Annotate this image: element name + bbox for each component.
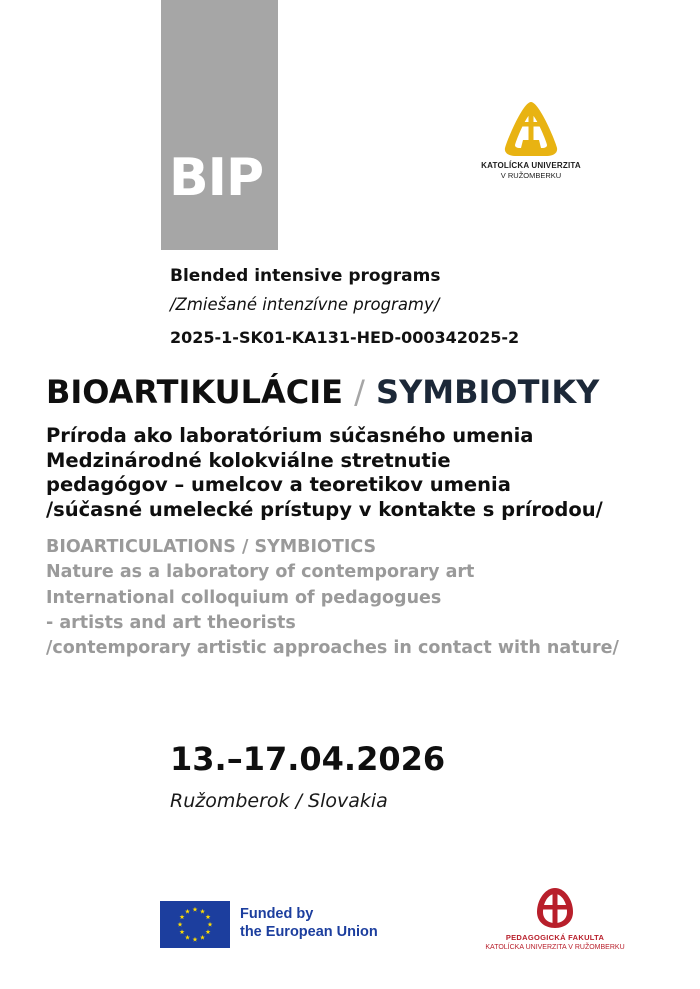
university-logo (475, 100, 587, 190)
slovak-description (46, 424, 603, 522)
program-title: Blended intensive programs (170, 266, 441, 286)
eu-star (193, 937, 198, 942)
eu-star (185, 935, 190, 940)
program-subtitle: /Zmiešané intenzívne programy/ (170, 295, 440, 314)
english-description (46, 535, 619, 661)
university-city: V RUŽOMBERKU (500, 171, 562, 180)
bip-block (161, 0, 278, 250)
headline-separator: / (354, 373, 365, 411)
slovak-line: Medzinárodné kolokviálne stretnutie (46, 448, 451, 472)
event-date: 13.–17.04.2026 (170, 740, 446, 778)
eu-star (206, 914, 211, 919)
eu-line1: Funded by (240, 906, 314, 922)
slovak-line: Príroda ako laboratórium súčasného umenia (46, 424, 534, 447)
faculty-logo (480, 886, 630, 966)
eu-star (178, 922, 183, 927)
english-line: International colloquium of pedagogues (46, 587, 442, 608)
headline-part2: SYMBIOTIKY (376, 373, 600, 411)
english-line: Nature as a laboratory of contemporary art (46, 562, 475, 583)
eu-star (193, 907, 198, 912)
slovak-line: pedagógov – umelcov a teoretikov umenia (46, 473, 511, 496)
eu-star (206, 929, 211, 934)
english-line: - artists and art theorists (46, 612, 296, 633)
english-line: BIOARTICULATIONS / SYMBIOTICS (46, 537, 377, 557)
eu-star (180, 929, 185, 934)
program-code: 2025-1-SK01-KA131-HED-000342025-2 (170, 328, 520, 347)
eu-flag-icon (160, 901, 230, 948)
faculty-name: PEDAGOGICKÁ FAKULTA (505, 933, 605, 942)
eu-star (180, 914, 185, 919)
university-name: KATOLÍCKA UNIVERZITA (481, 161, 581, 170)
pf-cross-circle-icon (535, 886, 575, 930)
eu-star (185, 909, 190, 914)
english-line: /contemporary artistic approaches in contact with nature/ (46, 638, 619, 659)
event-place: Ružomberok / Slovakia (170, 790, 388, 812)
eu-star (200, 909, 205, 914)
slovak-line: /súčasné umelecké prístupy v kontakte s prírodou/ (46, 497, 603, 521)
eu-star (200, 935, 205, 940)
eu-line2: the European Union (240, 924, 378, 940)
eu-star (208, 922, 213, 927)
headline-part1: BIOARTIKULÁCIE (46, 373, 343, 411)
eu-funding-text (240, 905, 378, 941)
bip-label: BIP (169, 148, 264, 208)
headline (46, 373, 600, 411)
faculty-university: KATOLÍCKA UNIVERZITA V RUŽOMBERKU (485, 943, 625, 951)
ku-cross-triangle-icon (503, 100, 559, 158)
